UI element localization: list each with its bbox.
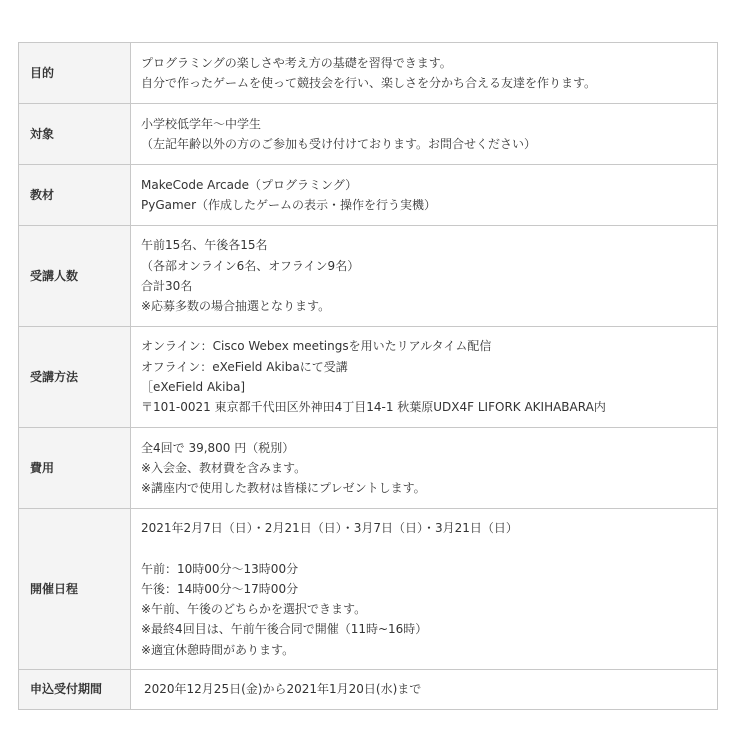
table-row [19,670,718,710]
value-line: ※入会金、教材費を含みます。 [141,460,307,475]
value-line: 全4回で 39,800 円（税別） [141,440,295,455]
row-value [131,327,718,428]
value-line: ※講座内で使用した教材は皆様にプレゼントします。 [141,481,426,496]
row-value [131,670,718,710]
table-row [19,428,718,509]
row-label: 目的 [19,43,131,104]
row-label: 開催日程 [19,509,131,670]
value-line: ※応募多数の場合抽選となります。 [141,299,331,314]
value-line: オフライン：eXeField Akibaにて受講 [141,359,348,374]
value-line: 午後：14時00分〜17時00分 [141,581,299,596]
table-row [19,226,718,327]
row-value [131,165,718,226]
row-value [131,104,718,165]
table-row [19,43,718,104]
value-line: ［eXeField Akiba] [141,380,246,394]
value-line: 自分で作ったゲームを使って競技会を行い、楽しさを分かち合える友達を作ります。 [141,76,597,90]
value-line: ※最終4回目は、午前午後合同で開催（11時~16時） [141,622,428,637]
value-line: 午前15名、午後各15名 [141,238,268,253]
value-line: 〒101-0021 東京都千代田区外神田4丁目14-1 秋葉原UDX4F LIFORK AKIHABARA内 [141,400,606,415]
value-line: 合計30名 [141,279,193,293]
value-line: 午前：10時00分〜13時00分 [141,561,299,576]
row-value [131,428,718,509]
value-line: ※適宜休憩時間があります。 [141,642,295,657]
row-value [131,226,718,327]
course-info-table [18,42,718,710]
value-line: オンライン：Cisco Webex meetingsを用いたリアルタイム配信 [141,339,492,354]
value-line [141,538,709,558]
value-line: 2020年12月25日(金)から2021年1月20日(水)まで [144,682,422,697]
row-label: 受講方法 [19,327,131,428]
row-label: 申込受付期間 [19,670,131,710]
value-line: （左記年齢以外の方のご参加も受け付けております。お問合せください） [141,137,537,151]
row-label: 費用 [19,428,131,509]
row-value [131,43,718,104]
row-value [131,509,718,670]
value-line: ※午前、午後のどちらかを選択できます。 [141,602,367,617]
table-row [19,509,718,670]
table-row [19,327,718,428]
value-line: プログラミングの楽しさや考え方の基礎を習得できます。 [141,55,452,70]
value-line: （各部オンライン6名、オフライン9名） [141,258,360,273]
table-row [19,104,718,165]
row-label: 対象 [19,104,131,165]
row-label: 受講人数 [19,226,131,327]
value-line: 2021年2月7日（日）・2月21日（日）・3月7日（日）・3月21日（日） [141,521,518,535]
table-row [19,165,718,226]
row-label: 教材 [19,165,131,226]
value-line: PyGamer（作成したゲームの表示・操作を行う実機） [141,198,436,212]
value-line: 小学校低学年〜中学生 [141,116,262,131]
value-line: MakeCode Arcade（プログラミング） [141,177,358,192]
